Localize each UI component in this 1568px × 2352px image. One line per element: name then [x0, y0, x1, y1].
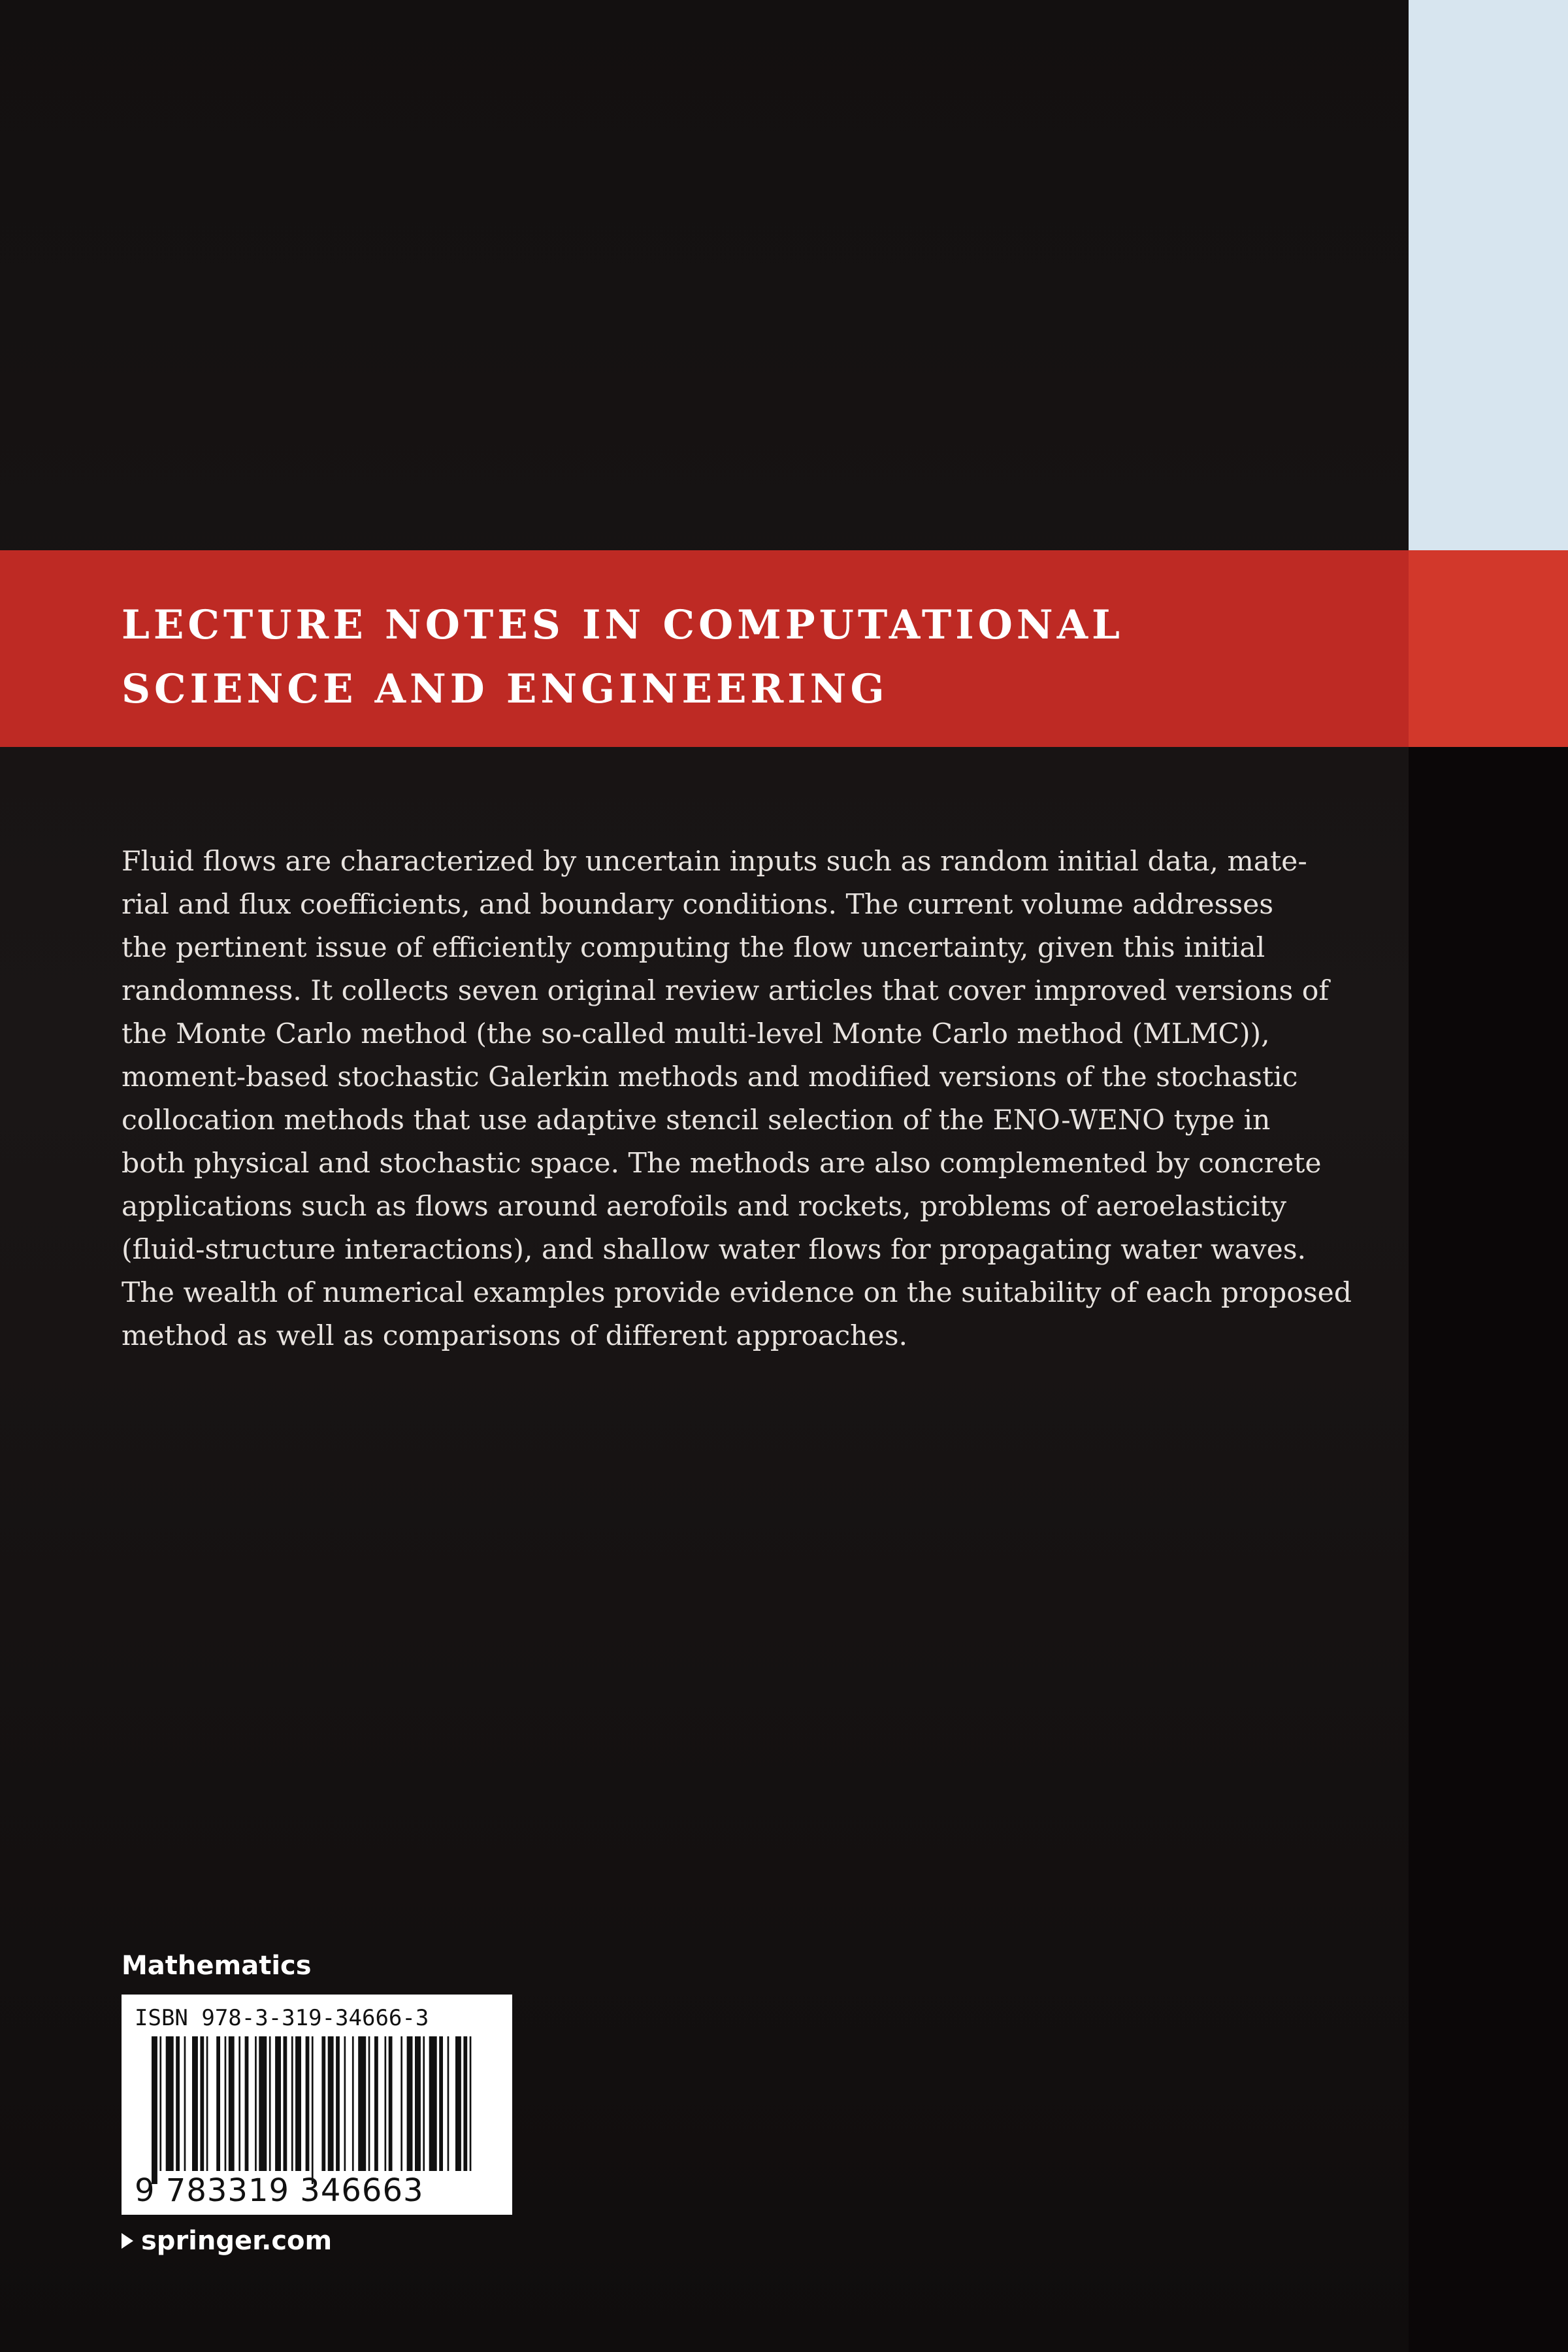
isbn-number: ISBN 978-3-319-34666-3 — [135, 2005, 429, 2031]
description-line: the Monte Carlo method (the so-called multi-level Monte Carlo method (MLMC)), — [122, 1018, 1270, 1050]
series-title — [122, 593, 1363, 721]
ean-digits: 9 783319 346663 — [135, 2172, 424, 2209]
description-line: method as well as comparisons of different approaches. — [122, 1320, 908, 1352]
isbn-barcode — [122, 1995, 512, 2215]
springer-link-label: springer.com — [141, 2226, 333, 2256]
description-line: moment-based stochastic Galerkin methods and modified versions of the stochastic — [122, 1061, 1298, 1093]
springer-link[interactable] — [122, 2224, 332, 2258]
series-title-line: SCIENCE AND ENGINEERING — [122, 666, 889, 712]
description-line: (fluid-structure interactions), and shallow water flows for propagating water waves. — [122, 1234, 1307, 1266]
spine-strip-light — [1409, 0, 1568, 550]
description-line: collocation methods that use adaptive stencil selection of the ENO-WENO type in — [122, 1104, 1271, 1136]
subject-label: Mathematics — [122, 1951, 312, 1981]
description-line: the pertinent issue of efficiently computing the flow uncertainty, given this initial — [122, 932, 1266, 964]
spine-strip-dark — [1409, 747, 1568, 2352]
description-line: randomness. It collects seven original review articles that cover improved versions of — [122, 975, 1330, 1007]
arrow-right-icon — [122, 2233, 133, 2249]
description-line: both physical and stochastic space. The methods are also complemented by concrete — [122, 1148, 1322, 1180]
series-title-line: LECTURE NOTES IN COMPUTATIONAL — [122, 602, 1124, 648]
description-line: Fluid flows are characterized by uncertain inputs such as random initial data, mate- — [122, 846, 1307, 878]
series-band-strip — [1409, 550, 1568, 747]
description-line: The wealth of numerical examples provide evidence on the suitability of each proposed — [122, 1277, 1352, 1309]
description-line: rial and flux coefficients, and boundary conditions. The current volume addresses — [122, 889, 1274, 921]
description-line: applications such as flows around aerofoils and rockets, problems of aeroelasticity — [122, 1191, 1286, 1223]
book-description — [122, 840, 1352, 1358]
